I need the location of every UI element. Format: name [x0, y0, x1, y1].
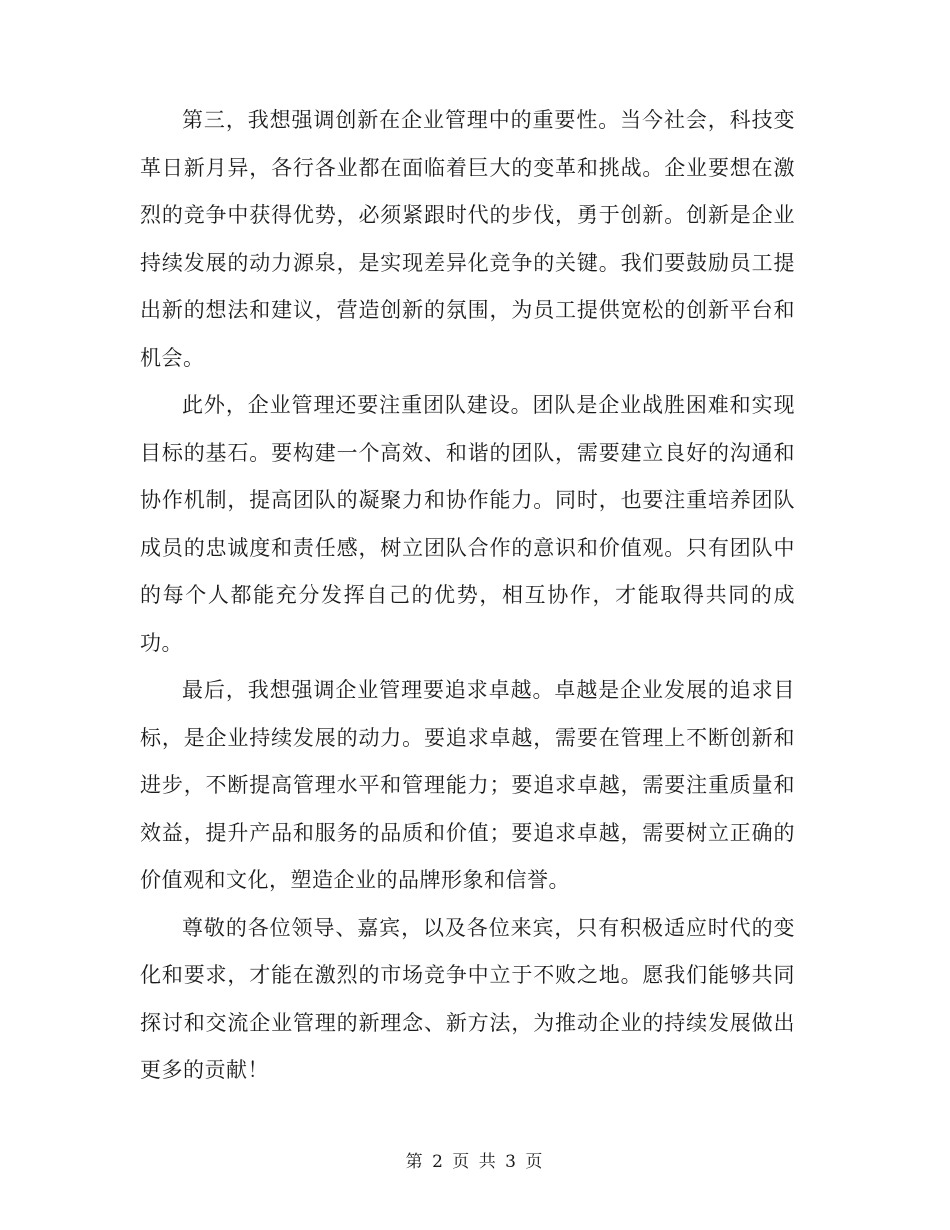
- paragraph-teamwork: 此外，企业管理还要注重团队建设。团队是企业战胜困难和实现目标的基石。要构建一个高效、和谐的团队，需要建立良好的沟通和协作机制，提高团队的凝聚力和协作能力。同时，也要注重培养团队成员的忠诚度和责任感，树立团队合作的意识和价值观。只有团队中的每个人都能充分发挥自己的优势，相互协作，才能取得共同的成功。: [140, 393, 795, 655]
- paragraph-excellence: 最后，我想强调企业管理要追求卓越。卓越是企业发展的追求目标，是企业持续发展的动力。要追求卓越，需要在管理上不断创新和进步，不断提高管理水平和管理能力；要追求卓越，需要注重质量和效益，提升产品和服务的品质和价值；要追求卓越，需要树立正确的价值观和文化，塑造企业的品牌形象和信誉。: [140, 678, 795, 892]
- paragraph-closing: 尊敬的各位领导、嘉宾，以及各位来宾，只有积极适应时代的变化和要求，才能在激烈的市场竞争中立于不败之地。愿我们能够共同探讨和交流企业管理的新理念、新方法，为推动企业的持续发展做出更多的贡献！: [140, 915, 795, 1082]
- document-body: [140, 97, 795, 1095]
- page-number-footer: 第 2 页 共 3 页: [405, 1152, 545, 1172]
- paragraph-innovation: 第三，我想强调创新在企业管理中的重要性。当今社会，科技变革日新月异，各行各业都在面临着巨大的变革和挑战。企业要想在激烈的竞争中获得优势，必须紧跟时代的步伐，勇于创新。创新是企业持续发展的动力源泉，是实现差异化竞争的关键。我们要鼓励员工提出新的想法和建议，营造创新的氛围，为员工提供宽松的创新平台和机会。: [140, 108, 795, 370]
